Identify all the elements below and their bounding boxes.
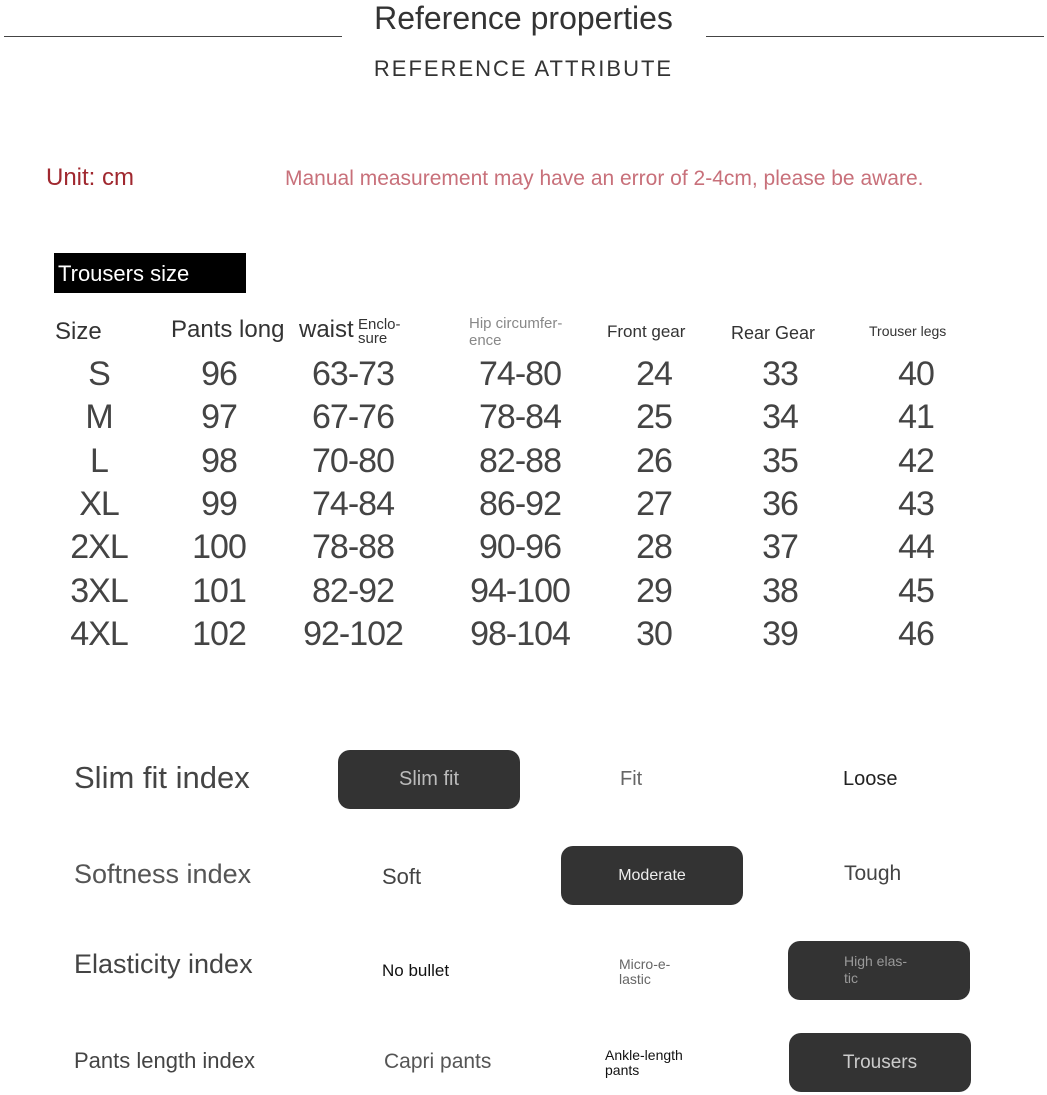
slim-fit-index-label: Slim fit index: [74, 760, 250, 795]
soft-option: Soft: [382, 864, 422, 889]
table-cell-front-gear: 27: [636, 485, 672, 523]
table-cell-hip: 90-96: [479, 528, 561, 566]
pants-length-index-label: Pants length index: [74, 1048, 256, 1073]
table-cell-front-gear: 25: [636, 398, 672, 436]
loose-option: Loose: [843, 768, 898, 790]
ankle-length-option-line2: pants: [605, 1062, 640, 1078]
table-cell-pants-long: 97: [201, 398, 237, 436]
table-cell-pants-long: 102: [192, 615, 246, 653]
softness-index-label: Softness index: [74, 859, 252, 889]
table-cell-size: XL: [79, 485, 119, 523]
table-cell-hip: 74-80: [479, 355, 561, 393]
table-cell-size: M: [85, 398, 113, 436]
header-hip-1: Hip circumfer-: [469, 315, 563, 332]
slim-fit-option-selected: Slim fit: [338, 750, 520, 809]
table-cell-hip: 82-88: [479, 442, 561, 480]
header-pants-long: Pants long: [171, 316, 285, 343]
table-cell-trouser-legs: 44: [898, 528, 934, 566]
table-cell-rear-gear: 39: [762, 615, 798, 653]
table-cell-trouser-legs: 45: [898, 572, 934, 610]
table-cell-size: S: [88, 355, 110, 393]
elasticity-index-label: Elasticity index: [74, 949, 253, 979]
table-cell-pants-long: 101: [192, 572, 246, 610]
page-subtitle: REFERENCE ATTRIBUTE: [373, 56, 674, 81]
moderate-option-selected: Moderate: [561, 846, 743, 905]
table-cell-pants-long: 100: [192, 528, 246, 566]
no-bullet-option: No bullet: [382, 961, 450, 980]
table-cell-rear-gear: 38: [762, 572, 798, 610]
table-cell-waist: 74-84: [312, 485, 394, 523]
trousers-option-selected: Trousers: [789, 1033, 971, 1092]
high-elastic-option-selected: [788, 941, 970, 1000]
table-cell-waist: 67-76: [312, 398, 394, 436]
unit-label: Unit: cm: [46, 164, 135, 191]
table-cell-hip: 86-92: [479, 485, 561, 523]
fit-option: Fit: [620, 768, 643, 790]
table-cell-size: 3XL: [70, 572, 128, 610]
micro-elastic-option-line1: Micro-e-: [619, 956, 671, 972]
page-title: Reference properties: [374, 0, 673, 36]
table-cell-waist: 70-80: [312, 442, 394, 480]
table-cell-trouser-legs: 46: [898, 615, 934, 653]
table-cell-hip: 98-104: [470, 615, 570, 653]
header-trouser-legs: Trouser legs: [869, 323, 947, 339]
tough-option: Tough: [844, 862, 902, 885]
table-cell-waist: 63-73: [312, 355, 394, 393]
table-cell-hip: 94-100: [470, 572, 570, 610]
table-cell-front-gear: 26: [636, 442, 672, 480]
table-cell-trouser-legs: 42: [898, 442, 934, 480]
measurement-notice: Manual measurement may have an error of 2-4cm, please be aware.: [285, 167, 924, 190]
table-cell-trouser-legs: 40: [898, 355, 934, 393]
table-cell-rear-gear: 36: [762, 485, 798, 523]
table-cell-trouser-legs: 41: [898, 398, 934, 436]
table-cell-size: 2XL: [70, 528, 128, 566]
high-elastic-option-line1: High elas-: [844, 953, 908, 969]
table-cell-rear-gear: 35: [762, 442, 798, 480]
header-front-gear: Front gear: [607, 322, 686, 341]
capri-pants-option: Capri pants: [384, 1050, 492, 1073]
table-cell-hip: 78-84: [479, 398, 561, 436]
header-size: Size: [55, 318, 102, 345]
table-cell-pants-long: 99: [201, 485, 237, 523]
table-cell-waist: 78-88: [312, 528, 394, 566]
high-elastic-option-line2: tic: [844, 970, 858, 986]
table-cell-size: L: [90, 442, 108, 480]
micro-elastic-option-line2: lastic: [619, 971, 651, 987]
header-enclosure-2: sure: [358, 330, 388, 347]
header-enclosure-1: Enclo-: [358, 316, 401, 333]
table-cell-rear-gear: 34: [762, 398, 798, 436]
table-cell-front-gear: 28: [636, 528, 672, 566]
table-cell-waist: 82-92: [312, 572, 394, 610]
table-cell-waist: 92-102: [303, 615, 403, 653]
table-cell-rear-gear: 33: [762, 355, 798, 393]
table-cell-front-gear: 29: [636, 572, 672, 610]
table-cell-pants-long: 96: [201, 355, 237, 393]
table-cell-front-gear: 30: [636, 615, 672, 653]
table-cell-front-gear: 24: [636, 355, 672, 393]
header-hip-2: ence: [469, 332, 502, 349]
header-waist: waist: [299, 316, 354, 343]
ankle-length-option-line1: Ankle-length: [605, 1047, 683, 1063]
table-cell-trouser-legs: 43: [898, 485, 934, 523]
table-cell-rear-gear: 37: [762, 528, 798, 566]
header-rear-gear: Rear Gear: [731, 323, 816, 343]
section-label: Trousers size: [54, 253, 246, 293]
table-cell-pants-long: 98: [201, 442, 237, 480]
table-cell-size: 4XL: [70, 615, 128, 653]
